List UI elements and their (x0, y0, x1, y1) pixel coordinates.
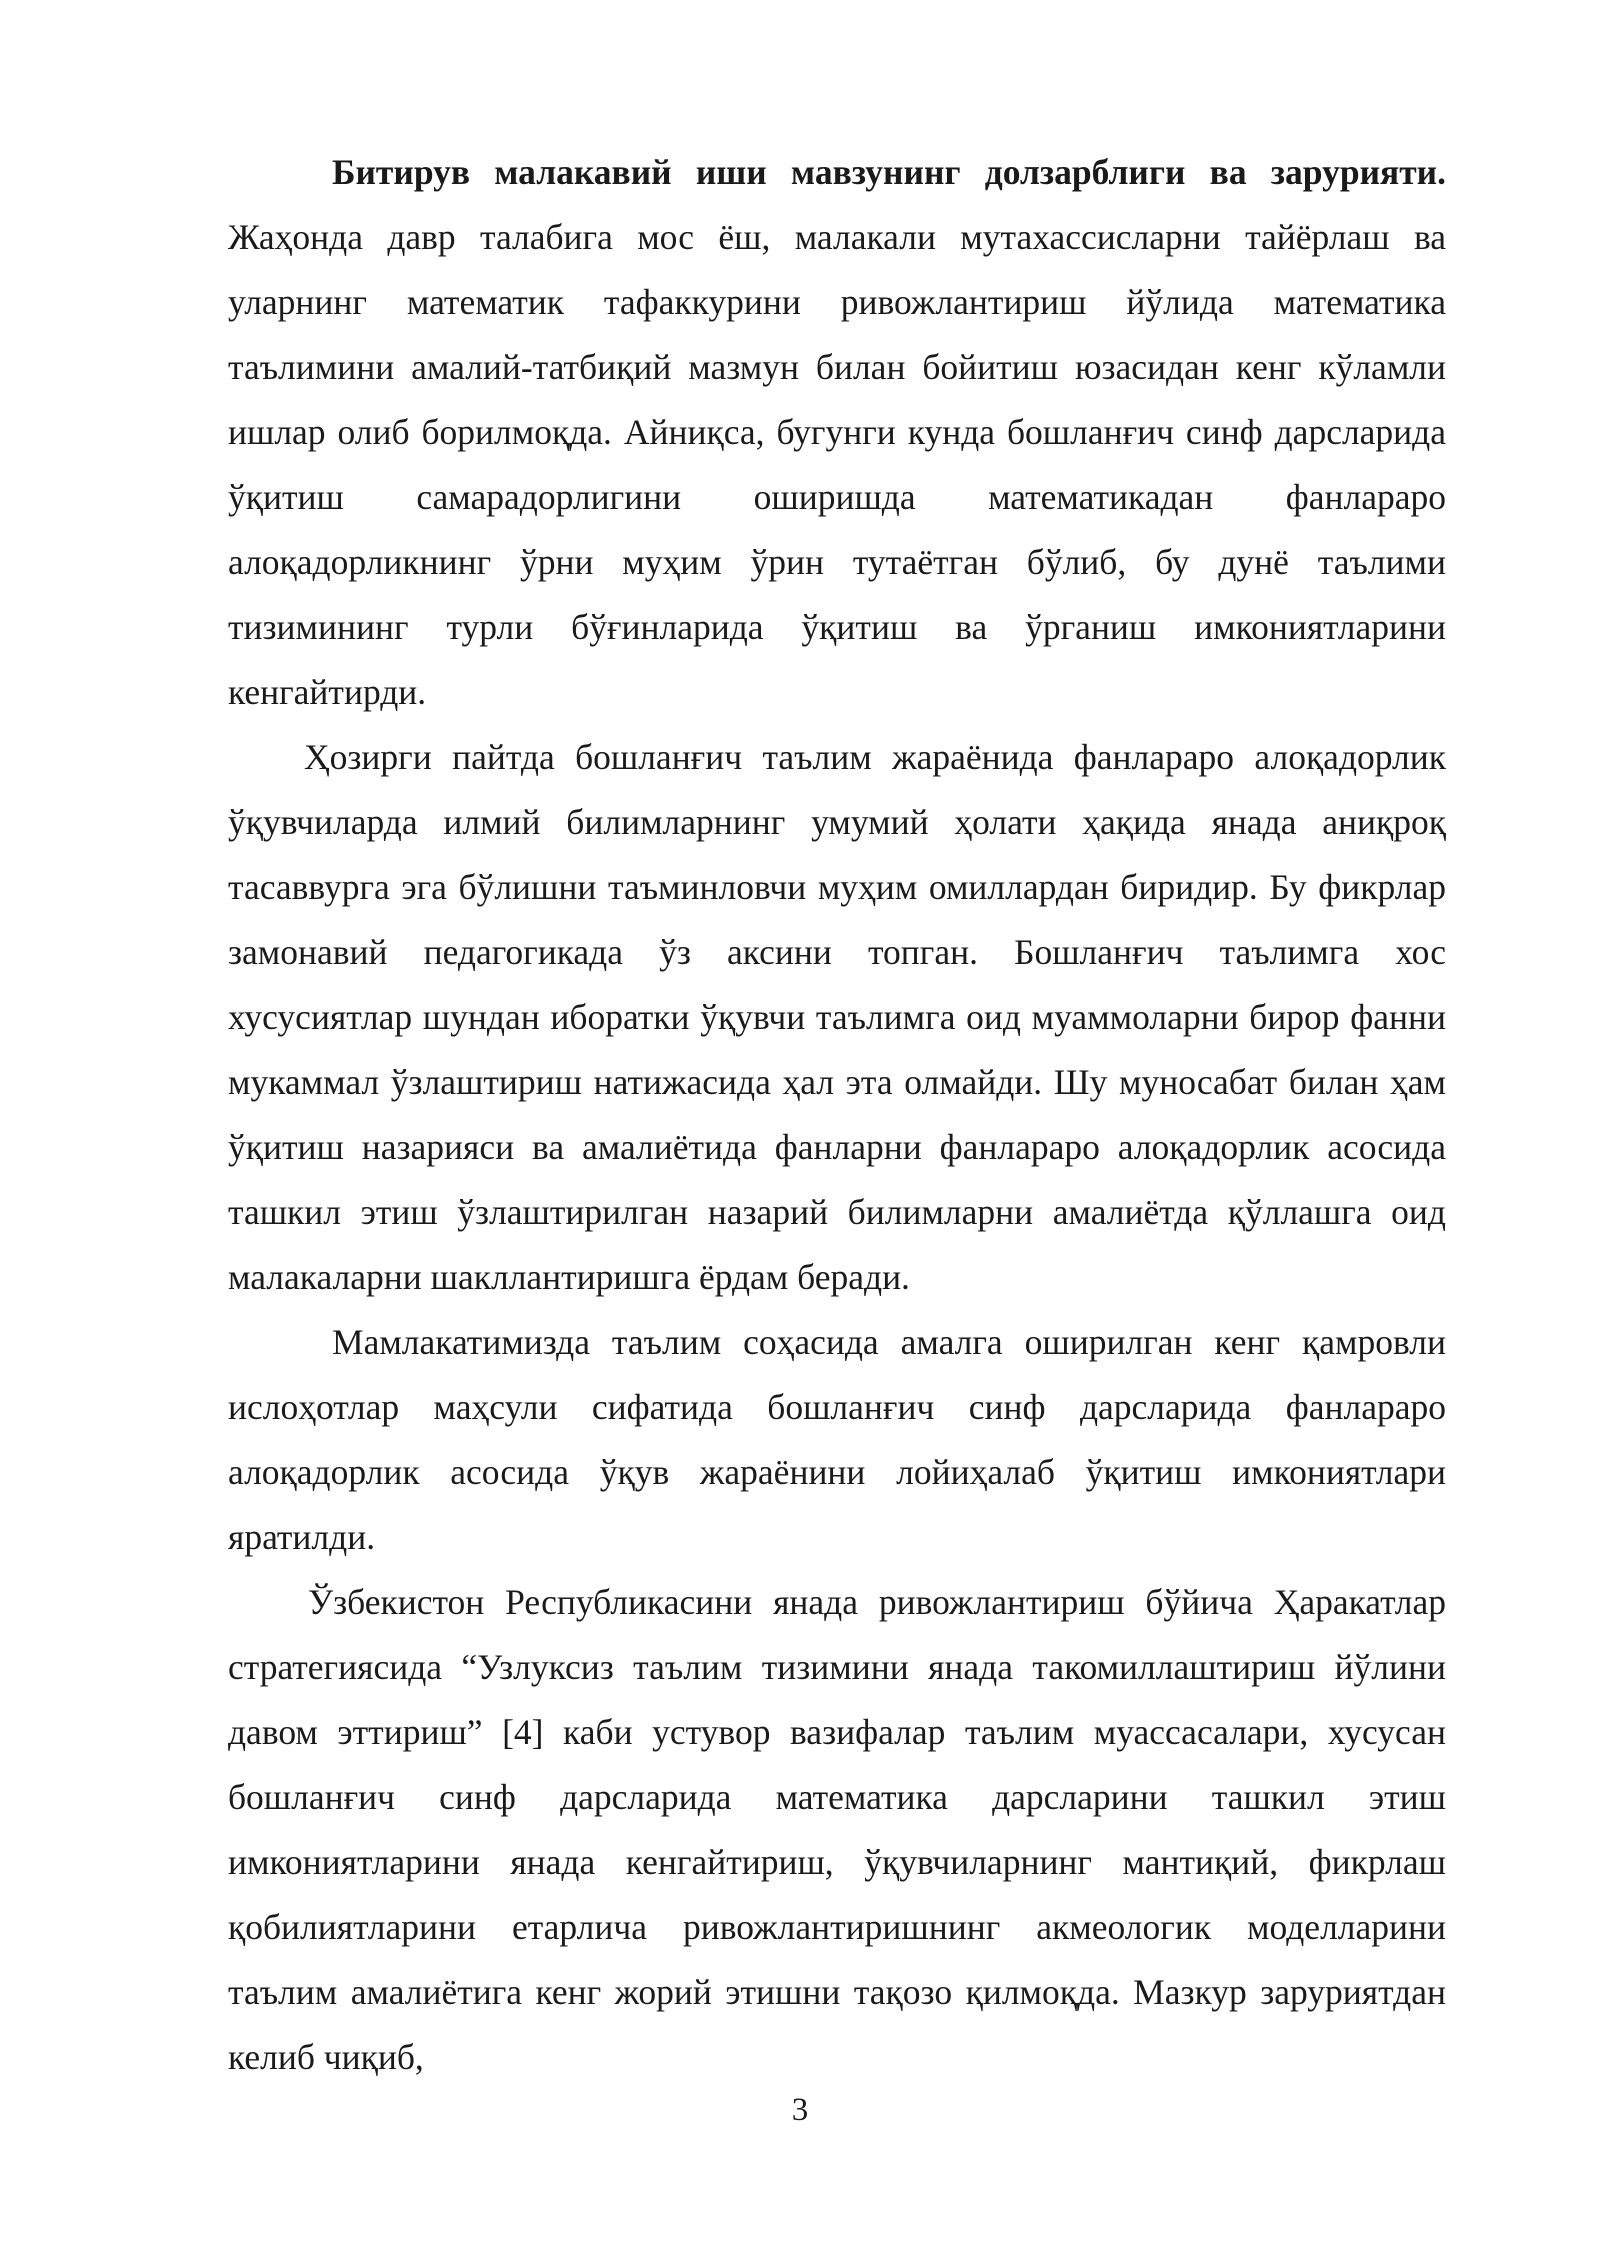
text-body (228, 140, 1446, 2090)
paragraph-strategy: Ўзбекистон Республикасини янада ривожлантириш бўйича Ҳаракатлар стратегиясида “Узлуксиз таълим тизимини янада такомиллаштириш йўлини давом эттириш” [4] каби устувор вазифалар таълим муассасалари, хусусан бошланғич синф дарсларида математика дарсларини ташкил этиш имкониятларини янада кенгайтириш, ўқувчиларнинг мантиқий, фикрлаш қобилиятларини етарлича ривожлантиришнинг акмеологик моделларини таълим амалиётига кенг жорий этишни тақозо қилмоқда. Мазкур заруриятдан келиб чиқиб, (228, 1582, 1446, 2077)
paragraph-reforms: Мамлакатимизда таълим соҳасида амалга оширилган кенг қамровли ислоҳотлар маҳсули сифатида бошланғич синф дарсларида фанлараро алоқадорлик асосида ўқув жараёнини лойиҳалаб ўқитиш имкониятлари яратилди. (228, 1322, 1446, 1557)
paragraph-relevance (228, 140, 1446, 725)
paragraph-current-period: Ҳозирги пайтда бошланғич таълим жараёнида фанлараро алоқадорлик ўқувчиларда илмий билимларнинг умумий ҳолати ҳақида янада аниқроқ тасаввурга эга бўлишни таъминловчи муҳим омиллардан биридир. Бу фикрлар замонавий педагогикада ўз аксини топган. Бошланғич таълимга хос хусусиятлар шундан иборатки ўқувчи таълимга оид муаммоларни бирор фанни мукаммал ўзлаштириш натижасида ҳал эта олмайди. Шу муносабат билан ҳам ўқитиш назарияси ва амалиётида фанларни фанлараро алоқадорлик асосида ташкил этиш ўзлаштирилган назарий билимларни амалиётда қўллашга оид малакаларни шакллантиришга ёрдам беради. (228, 737, 1446, 1297)
page-number: 3 (791, 2092, 809, 2128)
paragraph-text: Жаҳонда давр талабига мос ёш, малакали мутахассисларни тайёрлаш ва уларнинг математик тафаккурини ривожлантириш йўлида математика таълимини амалий-татбиқий мазмун билан бойитиш юзасидан кенг кўламли ишлар олиб борилмоқда. Айниқса, бугунги кунда бошланғич синф дарсларида ўқитиш самарадорлигини оширишда математикадан фанлараро алоқадорликнинг ўрни муҳим ўрин тутаётган бўлиб, бу дунё таълими тизимининг турли бўғинларида ўқитиш ва ўрганиш имкониятларини кенгайтирди. (228, 217, 1446, 712)
section-heading: Битирув малакавий иши мавзунинг долзарблиги ва зарурияти. (332, 152, 1446, 192)
